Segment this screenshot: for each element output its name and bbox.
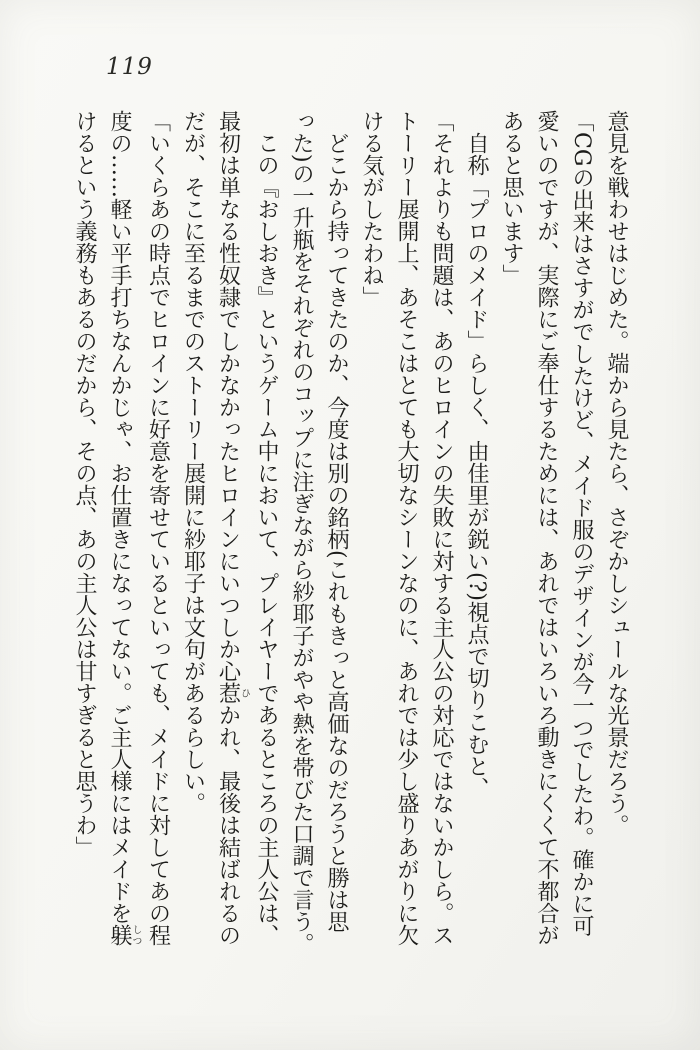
text-line: どこから持ってきたのか、今度は別の銘柄(これもきっと高価なのだろうと勝は思 — [324, 132, 349, 933]
text-line: あると思います」 — [499, 110, 524, 286]
text-line: 意見を戦わせはじめた。端から見たら、さぞかしシュールな光景だろう。 — [604, 110, 629, 836]
text-line: けるという義務もあるのだから、その点、あの主人公は甘すぎると思うわ」 — [72, 110, 97, 858]
text-line: 自称「プロのメイド」らしく、由佳里が鋭い(?)視点で切りこむと、 — [464, 132, 489, 799]
text-line: 最初は単なる性奴隷でしかなかったヒロインにいつしか心惹ひかれ、最後は結ばれるの — [215, 110, 250, 946]
page-number: 119 — [106, 54, 153, 80]
text-line: ける気がしたわね」 — [359, 110, 384, 308]
text-line: 「いくらあの時点でヒロインに好意を寄せているといっても、メイドに対してあの程 — [145, 110, 171, 946]
vertical-text-block — [72, 110, 634, 962]
text-line: 「CGの出来はさすがでしたけど、メイド服のデザインが今一つでしたわ。確かに可 — [569, 110, 594, 937]
furigana: 躾しつ — [107, 924, 141, 946]
furigana: 惹ひ — [215, 682, 250, 704]
text-line: った)の一升瓶をそれぞれのコップに注ぎながら紗耶子がやや熱を帯びた口調で言う。 — [289, 110, 314, 955]
text-line: 愛いのですが、実際にご奉仕するためには、あれではいろいろ動きにくくて不都合が — [534, 110, 559, 946]
text-line: 「それよりも問題は、あのヒロインの失敗に対する主人公の対応ではないかしら。ス — [429, 110, 454, 946]
text-line: だが、そこに至るまでのストーリー展開に紗耶子は文句があるらしい。 — [180, 110, 206, 814]
text-line: この『おしおき』というゲーム中において、プレイヤーであるところの主人公は、 — [254, 132, 279, 946]
text-line: 度の……軽い平手打ちなんかじゃ、お仕置きになってない。ご主人様にはメイドを躾しつ — [107, 110, 141, 946]
text-line: トーリー展開上、あそこはとても大切なシーンなのに、あれでは少し盛りあがりに欠 — [394, 110, 419, 946]
